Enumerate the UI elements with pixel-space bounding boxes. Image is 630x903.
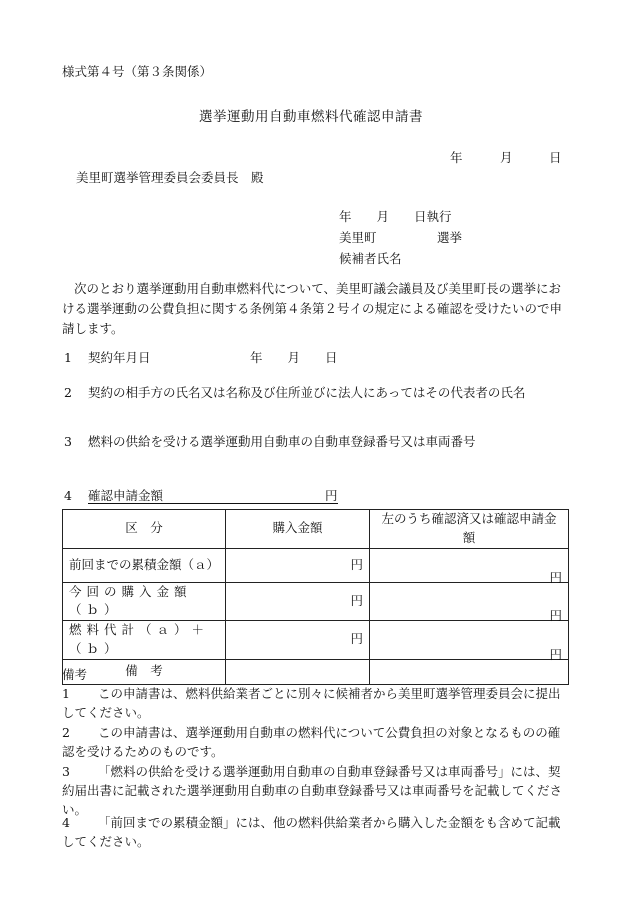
date-day-label: 日 — [549, 150, 562, 165]
table-row — [63, 582, 569, 621]
form-label: 様式第４号（第３条関係） — [62, 64, 213, 79]
cell-confirmed-unit[interactable] — [370, 548, 569, 585]
note-number: 3 — [62, 764, 70, 779]
cell-confirmed-unit[interactable] — [370, 621, 569, 660]
yen-unit: 円 — [549, 569, 562, 585]
row-label-total: 燃料代計（ａ）＋（ｂ） — [63, 621, 226, 660]
addressee: 美里町選挙管理委員会委員長 殿 — [76, 170, 264, 185]
election-date-line: 年 月 日執行 — [339, 209, 452, 224]
cell-remarks-b[interactable] — [370, 659, 569, 684]
note-text: 「前回までの累積金額」には、他の燃料供給業者から購入した金額をも含めて記載してください。 — [62, 815, 561, 849]
item4-unit: 円 — [325, 488, 338, 503]
note-number: 4 — [62, 815, 70, 830]
yen-unit: 円 — [549, 608, 562, 624]
row-label-cumulative: 前回までの累積金額（ａ） — [63, 548, 226, 582]
intro-paragraph: 次のとおり選挙運動用自動車燃料代について、美里町議会議員及び美里町長の選挙における選挙運動の公費負担に関する条例第４条第２号イの規定による確認を受けたいので申請します。 — [62, 281, 563, 336]
cell-confirmed-unit[interactable] — [370, 582, 569, 624]
amount-table — [62, 509, 569, 685]
cell-purchase-unit[interactable] — [226, 582, 370, 621]
yen-unit: 円 — [350, 556, 363, 572]
table-row — [63, 548, 569, 582]
form-title: 選挙運動用自動車燃料代確認申請書 — [199, 109, 423, 125]
item1-number: 1 — [64, 350, 72, 365]
item2-number: 2 — [64, 385, 72, 400]
date-month-label: 月 — [500, 150, 513, 165]
candidate-name-label: 候補者氏名 — [339, 251, 402, 266]
yen-unit: 円 — [549, 646, 562, 662]
header-confirmed-amount: 左のうち確認済又は確認申請金額 — [370, 510, 569, 549]
header-purchase-amount: 購入金額 — [226, 510, 370, 549]
note-text: この申請書は、燃料供給業者ごとに別々に候補者から美里町選挙管理委員会に提出してください。 — [62, 686, 561, 720]
yen-unit: 円 — [350, 592, 363, 608]
item1-date: 年 月 日 — [250, 350, 338, 365]
row-label-current: 今回の購入金額（ｂ） — [63, 582, 226, 621]
item3-label: 燃料の供給を受ける選挙運動用自動車の自動車登録番号又は車両番号 — [88, 434, 476, 449]
note-text: 「燃料の供給を受ける選挙運動用自動車の自動車登録番号又は車両番号」には、契約届出書に記載された選挙運動用自動車の自動車登録番号又は車両番号を記載してください。 — [62, 764, 563, 817]
note-item — [62, 723, 572, 761]
note-item — [62, 762, 572, 819]
date-year-label: 年 — [450, 150, 463, 165]
item4-label: 確認申請金額 — [88, 488, 164, 503]
note-item — [62, 684, 572, 722]
item2-label: 契約の相手方の氏名又は名称及び住所並びに法人にあってはその代表者の氏名 — [88, 385, 526, 400]
item1-label: 契約年月日 — [88, 350, 151, 365]
note-item — [62, 813, 572, 851]
cell-remarks-a[interactable] — [226, 659, 370, 684]
notes-heading: 備考 — [62, 667, 88, 682]
item4-number: 4 — [64, 488, 72, 503]
header-category: 区 分 — [63, 510, 226, 549]
yen-unit: 円 — [350, 631, 363, 647]
cell-purchase-unit[interactable] — [226, 621, 370, 660]
item3-number: 3 — [64, 434, 72, 449]
table-row-remarks — [63, 659, 569, 684]
note-number: 2 — [62, 725, 70, 740]
item4-underline — [88, 503, 338, 504]
cell-purchase-unit[interactable] — [226, 548, 370, 582]
row-label-remarks: 備 考 — [63, 659, 226, 684]
note-text: この申請書は、選挙運動用自動車の燃料代について公費負担の対象となるものの確認を受けるためのものです。 — [62, 725, 561, 759]
election-suffix: 選挙 — [437, 230, 463, 245]
note-number: 1 — [62, 686, 70, 701]
table-row — [63, 621, 569, 660]
election-town: 美里町 — [339, 230, 377, 245]
table-header-row — [63, 510, 569, 549]
